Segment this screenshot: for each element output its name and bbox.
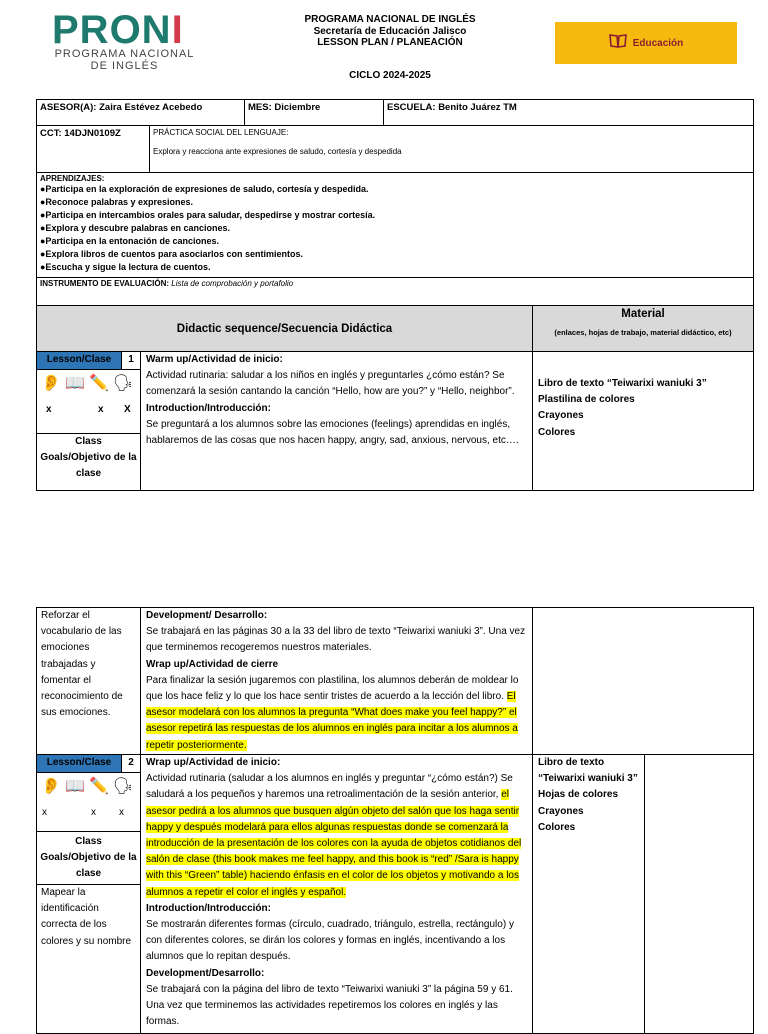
lesson1-goal-text: Reforzar el vocabulario de las emociones trabajadas y fomentar el reconocimiento de sus emociones.	[36, 607, 141, 755]
practica-label: PRÁCTICA SOCIAL DEL LENGUAJE:	[153, 128, 289, 137]
reading-icon: 📖	[65, 375, 85, 392]
lesson2-materials	[532, 754, 645, 1034]
lesson2-dev-text: Se trabajará con la página del libro de texto “Teiwarixi waniuki 3” la página 59 y 61. Una vez que terminemos las actividades repetiremos los colores en inglés y las formas.	[146, 983, 513, 1028]
aprendizaje-item: ●Participa en la exploración de expresiones de saludo, cortesía y despedida.	[40, 184, 369, 194]
lesson1-warmup-title: Warm up/Actividad de inicio:	[146, 354, 283, 365]
lesson1-material-4: Colores	[538, 426, 576, 438]
lesson1-material-3: Crayones	[538, 410, 584, 422]
proni-subtitle-2: DE INGLÉS	[90, 60, 159, 72]
lesson2-material-2: Hojas de colores	[538, 789, 619, 801]
lesson-plan-title: LESSON PLAN / PLANEACIÓN	[317, 37, 463, 48]
asesor-cell: ASESOR(A): Zaira Estévez Acebedo	[36, 99, 245, 126]
sequence-header: Didactic sequence/Secuencia Didáctica	[36, 305, 533, 352]
mark-speaking-2: x	[119, 807, 124, 818]
mark-speaking: X	[124, 404, 131, 415]
lesson2-intro-title: Introduction/Introducción:	[146, 902, 271, 914]
aprendizaje-item: ●Participa en la entonación de canciones.	[40, 236, 219, 246]
lesson2-number: 2	[128, 757, 134, 768]
lesson1-left	[36, 351, 141, 491]
lesson1-material-1: Libro de texto “Teiwarixi waniuki 3”	[538, 378, 707, 389]
aprendizaje-item: ●Explora y descubre palabras en canciones.	[40, 223, 231, 233]
cct-cell: CCT: 14DJN0109Z	[36, 125, 150, 173]
material-title: Material	[621, 308, 665, 320]
lesson2-skills	[37, 773, 140, 832]
aprendizaje-item: ●Explora libros de cuentos para asociarlos con sentimientos.	[40, 249, 304, 259]
educacion-label: Educación	[632, 37, 684, 49]
mes-cell: MES: Diciembre	[244, 99, 384, 126]
lesson1-wrap-text: Para finalizar la sesión jugaremos con plastilina, los alumnos deberán de moldear lo que los hace feliz y lo que los hace sentir tristes de acuerdo a la lección del libro.	[146, 674, 519, 703]
lesson2-dev-title: Development/Desarrollo:	[146, 967, 265, 979]
mark-listening-2: x	[42, 807, 47, 818]
lesson1-number: 1	[128, 354, 134, 365]
lesson1-intro-title: Introduction/Introducción:	[146, 402, 271, 414]
speaking-icon: 🗣	[112, 375, 134, 392]
practica-value: Explora y reacciona ante expresiones de saludo, cortesía y despedida	[153, 147, 402, 156]
proni-subtitle-1: PROGRAMA NACIONAL	[54, 48, 195, 60]
escuela-cell: ESCUELA: Benito Juárez TM	[383, 99, 754, 126]
header-titles	[250, 14, 530, 49]
lesson1-materials-cont	[532, 607, 754, 755]
lesson1-label-row	[37, 352, 140, 370]
lesson2-warmup-highlight: el asesor pedirá a los alumnos que busquen algún objeto del salón que los haga sentir happy y después modelará para ellos algunas respuestas donde se comenzará la introducción de la presentación de los colores con la ayuda de objetos cotidianos del salón de clase (this book makes me feel happy, and this book is “red” /Sara is happy with this “Green” table) haciendo énfasis en el color de los objetos y motivando a los alumnos a repetir el color el inglés y español.	[146, 789, 522, 898]
lesson2-goal-text: Mapear la identificación correcta de los colores y su nombre	[41, 887, 132, 947]
pencil-icon: ✏️	[89, 778, 109, 795]
material-subtitle: (enlaces, hojas de trabajo, material didáctico, etc)	[554, 328, 732, 337]
instrumento-label: INSTRUMENTO DE EVALUACIÓN:	[40, 279, 170, 288]
pencil-icon: ✏️	[89, 375, 109, 392]
lesson1-wrap-highlight: El asesor modelará con los alumnos la pregunta “What does make you feel happy?” el asesor repetirá las respuestas de los alumnos en inglés para incitar a los alumnos a repetir posteriormente.	[146, 691, 518, 751]
skills-icons	[37, 370, 140, 394]
aprendizaje-item: ●Escucha y sigue la lectura de cuentos.	[40, 262, 211, 272]
lesson1-warmup-text: Actividad rutinaria: saludar a los niños en inglés y preguntarles ¿cómo están? Se comenzará la sesión cantando la canción “Hello, how are you?” y “Hello, neighbor”.	[146, 370, 515, 398]
lesson2-goals-label: Class Goals/Objetivo de la clase	[37, 832, 140, 885]
lesson2-material-3: Crayones	[538, 805, 584, 817]
secretaria-title: Secretaría de Educación Jalisco	[313, 25, 467, 37]
aprendizaje-item: ●Participa en intercambios orales para saludar, despedirse y mostrar cortesía.	[40, 210, 376, 220]
lesson1-skills	[37, 370, 140, 434]
educacion-logo	[555, 22, 737, 64]
lesson1-sequence-cont	[140, 607, 533, 755]
skills-icons-2	[37, 773, 140, 797]
lesson1-dev-title: Development/ Desarrollo:	[146, 610, 268, 621]
lesson1-goals-label: Class Goals/Objetivo de la clase	[40, 436, 137, 479]
instrumento-value: Lista de comprobación y portafolio	[169, 279, 294, 288]
lesson2-material-1: Libro de texto “Teiwarixi waniuki 3”	[538, 757, 638, 785]
cycle: CICLO 2024-2025	[349, 70, 431, 81]
lesson1-label: Lesson/Clase	[37, 352, 122, 369]
lesson1-intro-text: Se preguntará a los alumnos sobre las emociones (feelings) aprendidas en inglés, hablaremos de las cosas que nos hacen happy, angry, sad, anxious, nervous, etc….	[146, 418, 519, 447]
lesson2-label: Lesson/Clase	[37, 755, 122, 772]
lesson1-dev-text: Se trabajará en las páginas 30 a la 33 del libro de texto “Teiwarixi waniuki 3”. Una vez que terminemos recogeremos nuestros materiales.	[146, 626, 526, 654]
material-header	[532, 305, 754, 352]
lesson1-materials	[532, 351, 754, 491]
mark-listening: x	[46, 404, 52, 415]
mark-writing-2: x	[91, 807, 96, 818]
practica-cell	[149, 125, 754, 173]
proni-logo	[52, 8, 197, 72]
book-icon	[609, 33, 627, 54]
lesson2-intro-text: Se mostrarán diferentes formas (círculo, cuadrado, triángulo, estrella, rectángulo) y con diferentes colores, se dirán los colores y formas en inglés, incentivando a los alumnos que lo repitan después.	[146, 919, 514, 963]
lesson2-extra-cell	[644, 754, 754, 1034]
lesson1-material-2: Plastilina de colores	[538, 394, 635, 406]
program-title: PROGRAMA NACIONAL DE INGLÉS	[304, 14, 476, 25]
lesson2-material-4: Colores	[538, 821, 576, 833]
mark-writing: x	[98, 404, 104, 415]
lesson1-wrap-title: Wrap up/Actividad de cierre	[146, 658, 279, 670]
ear-icon: 👂	[41, 778, 61, 795]
lesson1-sequence	[140, 351, 533, 491]
lesson2-left	[36, 754, 141, 1034]
aprendizajes-label: APRENDIZAJES:	[40, 174, 105, 183]
reading-icon: 📖	[65, 778, 85, 795]
aprendizajes-cell	[36, 172, 754, 278]
proni-wordmark: PRONI	[52, 8, 184, 52]
ear-icon: 👂	[41, 375, 61, 392]
lesson2-warmup-title: Wrap up/Actividad de inicio:	[146, 757, 281, 768]
lesson2-warmup-text: Actividad rutinaria (saludar a los alumnos en inglés y preguntar “¿cómo están?) Se saludará a los pequeños y haremos una retroalimentación de la sesión anterior,	[146, 773, 513, 801]
instrumento-cell	[36, 277, 754, 306]
lesson2-sequence	[140, 754, 533, 1034]
lesson2-label-row	[37, 755, 140, 773]
aprendizajes-list	[40, 183, 750, 274]
speaking-icon: 🗣	[112, 778, 134, 795]
aprendizaje-item: ●Reconoce palabras y expresiones.	[40, 197, 194, 207]
